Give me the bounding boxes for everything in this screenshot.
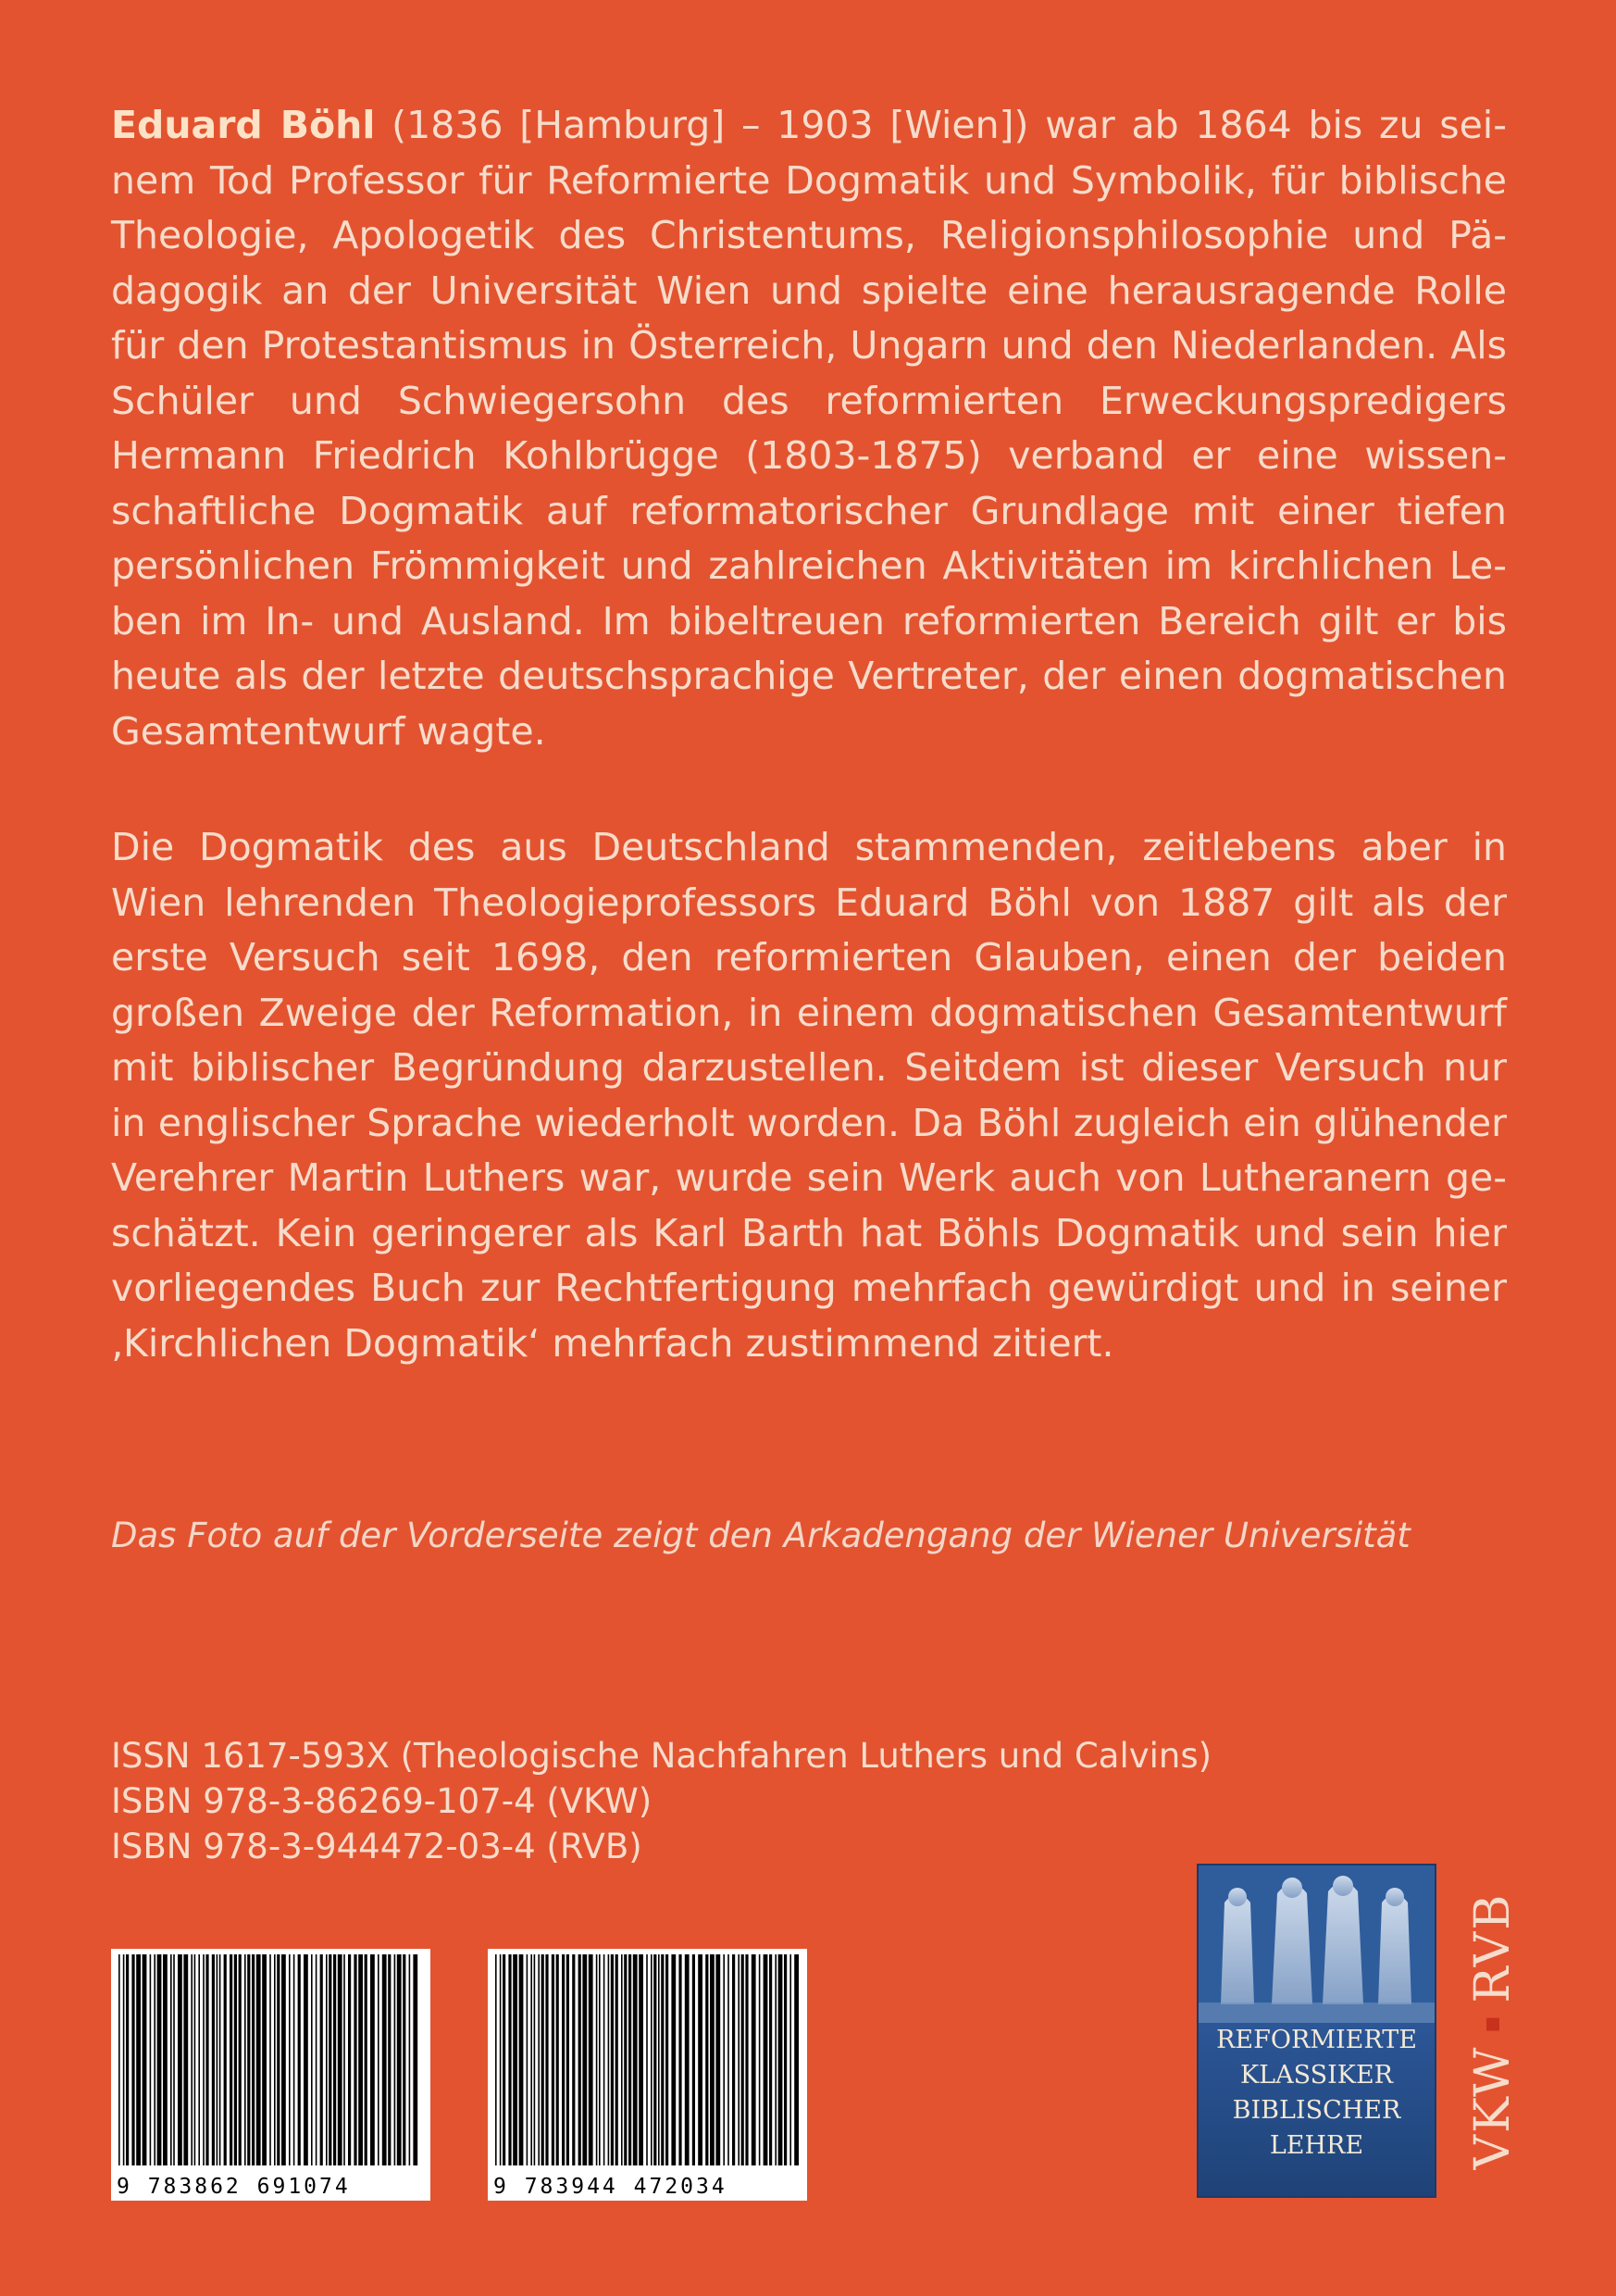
isbn-block xyxy=(111,1733,1212,1869)
barcode-bar xyxy=(653,1954,656,2165)
barcode-bar xyxy=(615,1954,618,2165)
barcode-bar xyxy=(500,1954,502,2165)
barcode-bar xyxy=(277,1954,280,2165)
barcode-rvb xyxy=(488,1949,807,2201)
barcode-bar xyxy=(382,1954,387,2165)
barcode-bar xyxy=(348,1954,351,2165)
reformers-statues-image xyxy=(1199,1866,1435,2023)
barcode-bar xyxy=(784,1954,787,2165)
barcode-bar xyxy=(646,1954,648,2165)
barcode-digits: 9 783944 472034 xyxy=(488,2175,807,2199)
barcode-bar xyxy=(183,1954,188,2165)
isbn-rvb-line: ISBN 978-3-944472-03-4 (RVB) xyxy=(111,1827,642,1866)
barcode-bar xyxy=(603,1954,605,2165)
barcode-bar xyxy=(329,1954,331,2165)
barcode-bar xyxy=(136,1954,141,2165)
barcode-bar xyxy=(582,1954,587,2165)
barcode-bar xyxy=(304,1954,308,2165)
barcode-bar xyxy=(247,1954,250,2165)
series-line: KLASSIKER xyxy=(1240,2061,1393,2090)
series-line: BIBLISCHER xyxy=(1232,2096,1401,2125)
barcode-bar xyxy=(741,1954,744,2165)
barcode-bar xyxy=(252,1954,255,2165)
barcode-bar xyxy=(541,1954,544,2165)
barcode-bar xyxy=(599,1954,601,2165)
barcode-bar xyxy=(194,1954,196,2165)
barcode-bar xyxy=(778,1954,783,2165)
barcode-bar xyxy=(281,1954,286,2165)
barcode-bar xyxy=(224,1954,227,2165)
barcode-bar xyxy=(126,1954,129,2165)
barcode-bar xyxy=(538,1954,540,2165)
series-logo xyxy=(1199,1866,1435,2196)
publisher-rvb: RVB xyxy=(1465,1891,1521,2003)
series-title xyxy=(1199,2023,1435,2164)
barcode-bar xyxy=(150,1954,152,2165)
barcode-bar xyxy=(262,1954,267,2165)
barcode-bar xyxy=(123,1954,125,2165)
author-bio xyxy=(111,98,1507,759)
barcode-bar xyxy=(764,1954,768,2165)
barcode-bar xyxy=(370,1954,375,2165)
barcode-bar xyxy=(212,1954,215,2165)
barcode-bar xyxy=(311,1954,313,2165)
barcode-bar xyxy=(530,1954,532,2165)
barcode-bar xyxy=(628,1954,631,2165)
barcode-bar xyxy=(403,1954,405,2165)
barcode-bar xyxy=(163,1954,168,2165)
barcode-bar xyxy=(608,1954,610,2165)
barcode-bar xyxy=(131,1954,134,2165)
barcode-bar xyxy=(118,1954,120,2165)
barcode-bar xyxy=(621,1954,623,2165)
barcode-bars xyxy=(111,1949,430,2171)
barcode-bar xyxy=(495,1954,497,2165)
publisher-logo xyxy=(1465,1866,1521,2196)
barcode-bar xyxy=(274,1954,276,2165)
barcode-bar xyxy=(173,1954,175,2165)
barcode-bar xyxy=(794,1954,799,2165)
barcode-bar xyxy=(552,1954,554,2165)
barcode-bar xyxy=(298,1954,301,2165)
series-line: REFORMIERTE xyxy=(1216,2026,1417,2054)
barcode-bar xyxy=(508,1954,511,2165)
barcode-bar xyxy=(658,1954,660,2165)
barcode-bar xyxy=(413,1954,417,2165)
barcode-bar xyxy=(203,1954,205,2165)
barcode-vkw xyxy=(111,1949,430,2201)
barcode-bar xyxy=(665,1954,668,2165)
barcode-bar xyxy=(723,1954,725,2165)
barcode-bar xyxy=(732,1954,735,2165)
barcode-bar xyxy=(633,1954,638,2165)
barcode-bar xyxy=(745,1954,748,2165)
barcode-bar xyxy=(198,1954,200,2165)
barcode-bar xyxy=(388,1954,391,2165)
series-line: LEHRE xyxy=(1269,2131,1364,2160)
barcode-bar xyxy=(358,1954,363,2165)
barcode-bar xyxy=(710,1954,715,2165)
barcode-bar xyxy=(219,1954,221,2165)
barcode-bar xyxy=(234,1954,237,2165)
barcode-bar xyxy=(365,1954,367,2165)
barcode-bar xyxy=(534,1954,536,2165)
barcode-bar xyxy=(578,1954,581,2165)
barcode-bar xyxy=(316,1954,317,2165)
author-name: Eduard Böhl xyxy=(111,103,376,147)
barcode-bar xyxy=(157,1954,162,2165)
barcode-bar xyxy=(556,1954,559,2165)
barcode-bar xyxy=(217,1954,218,2165)
barcode-bar xyxy=(789,1954,791,2165)
barcode-bar xyxy=(338,1954,342,2165)
barcode-bar xyxy=(545,1954,548,2165)
barcode-bar xyxy=(727,1954,729,2165)
author-bio-text: (1836 [Hamburg] – 1903 [Wien]) war ab 1864 bis zu seinem Tod Professor für Reformierte Dogmatik und Symbolik, für biblische Theologie, Apologetik des Christentums, Religionsphilosophie und Pädagogik an der Universität Wien und spielte eine herausragende Rolle für den Protestantismus in Österreich, Ungarn und den Niederlanden. Als Schüler und Schwiegersohn des reformierten Erweckungspredigers Hermann Friedrich Kohlbrügge (1803-1875) verband er eine wissenschaftliche Dogmatik auf reformatorischer Grundlage mit einer tiefen persönlichen Frömmigkeit und zahlreichen Aktivitäten im kirchlichen Leben im In- und Ausland. Im bibeltreuen reformierten Bereich gilt er bis heute als der letzte deutschsprachige Vertreter, der einen dogmatischen Gesamtentwurf wagte. xyxy=(111,103,1507,754)
barcode-bar xyxy=(326,1954,328,2165)
barcode-bar xyxy=(178,1954,182,2165)
barcode-bar xyxy=(775,1954,777,2165)
barcode-bar xyxy=(678,1954,681,2165)
photo-caption: Das Foto auf der Vorderseite zeigt den Arkadengang der Wiener Universität xyxy=(111,1516,1411,1555)
barcode-bar xyxy=(239,1954,242,2165)
barcode-bar xyxy=(705,1954,708,2165)
barcode-bar xyxy=(611,1954,614,2165)
barcode-bar xyxy=(698,1954,702,2165)
barcode-bar xyxy=(256,1954,261,2165)
barcode-bar xyxy=(333,1954,336,2165)
barcode-bar xyxy=(624,1954,627,2165)
barcode-bar xyxy=(503,1954,505,2165)
barcode-bar xyxy=(170,1954,172,2165)
barcode-bar xyxy=(289,1954,291,2165)
barcode-bar xyxy=(191,1954,193,2165)
barcode-bar xyxy=(759,1954,761,2165)
barcode-bar xyxy=(562,1954,565,2165)
barcode-bar xyxy=(752,1954,756,2165)
barcode-bar xyxy=(513,1954,517,2165)
barcode-bar xyxy=(566,1954,569,2165)
barcode-bar xyxy=(378,1954,379,2165)
issn-line: ISSN 1617-593X (Theologische Nachfahren Luthers und Calvins) xyxy=(111,1736,1212,1776)
barcode-bar xyxy=(661,1954,664,2165)
separator-square-icon xyxy=(1486,2017,1499,2030)
barcode-bar xyxy=(394,1954,396,2165)
barcode-bar xyxy=(639,1954,643,2165)
barcode-bars xyxy=(488,1949,807,2171)
barcode-bar xyxy=(269,1954,271,2165)
barcode-bar xyxy=(143,1954,147,2165)
barcode-bar xyxy=(671,1954,676,2165)
barcode-bar xyxy=(293,1954,295,2165)
barcode-bar xyxy=(692,1954,695,2165)
barcode-bar xyxy=(244,1954,246,2165)
barcode-bar xyxy=(320,1954,323,2165)
barcode-bar xyxy=(685,1954,690,2165)
barcode-bar xyxy=(343,1954,345,2165)
isbn-vkw-line: ISBN 978-3-86269-107-4 (VKW) xyxy=(111,1781,653,1821)
book-description: Die Dogmatik des aus Deutschland stammenden, zeitlebens aber in Wien lehrenden Theologieprofessors Eduard Böhl von 1887 gilt als der erste Versuch seit 1698, den reformierten Glauben, einen der beiden großen Zweige der Reformation, in einem dogmatischen Gesamtentwurf mit biblischer Begründung darzustellen. Seitdem ist dieser Versuch nur in englischer Sprache wiederholt worden. Da Böhl zugleich ein glühender Verehrer Martin Luthers war, wurde sein Werk auch von Lutheranern geschätzt. Kein geringerer als Karl Barth hat Böhls Dogmatik und sein hier vorliegendes Buch zur Rechtfertigung mehrfach gewürdigt und in seiner ‚Kirchlichen Dogmatik‘ mehrfach zustimmend zitiert. xyxy=(111,825,1507,1366)
barcode-bar xyxy=(769,1954,772,2165)
barcode-bar xyxy=(596,1954,598,2165)
barcode-bar xyxy=(354,1954,356,2165)
barcode-bar xyxy=(527,1954,528,2165)
barcode-bar xyxy=(205,1954,208,2165)
barcode-bar xyxy=(589,1954,593,2165)
barcode-bar xyxy=(230,1954,232,2165)
barcode-bar xyxy=(572,1954,575,2165)
barcode-bar xyxy=(651,1954,653,2165)
barcode-digits: 9 783862 691074 xyxy=(111,2175,430,2199)
barcode-bar xyxy=(715,1954,720,2165)
barcode-bar xyxy=(738,1954,740,2165)
barcode-bar xyxy=(519,1954,524,2165)
barcode-bar xyxy=(409,1954,411,2165)
publisher-vkw: VKW xyxy=(1465,2045,1521,2170)
barcode-bar xyxy=(397,1954,402,2165)
barcode-bar xyxy=(154,1954,155,2165)
